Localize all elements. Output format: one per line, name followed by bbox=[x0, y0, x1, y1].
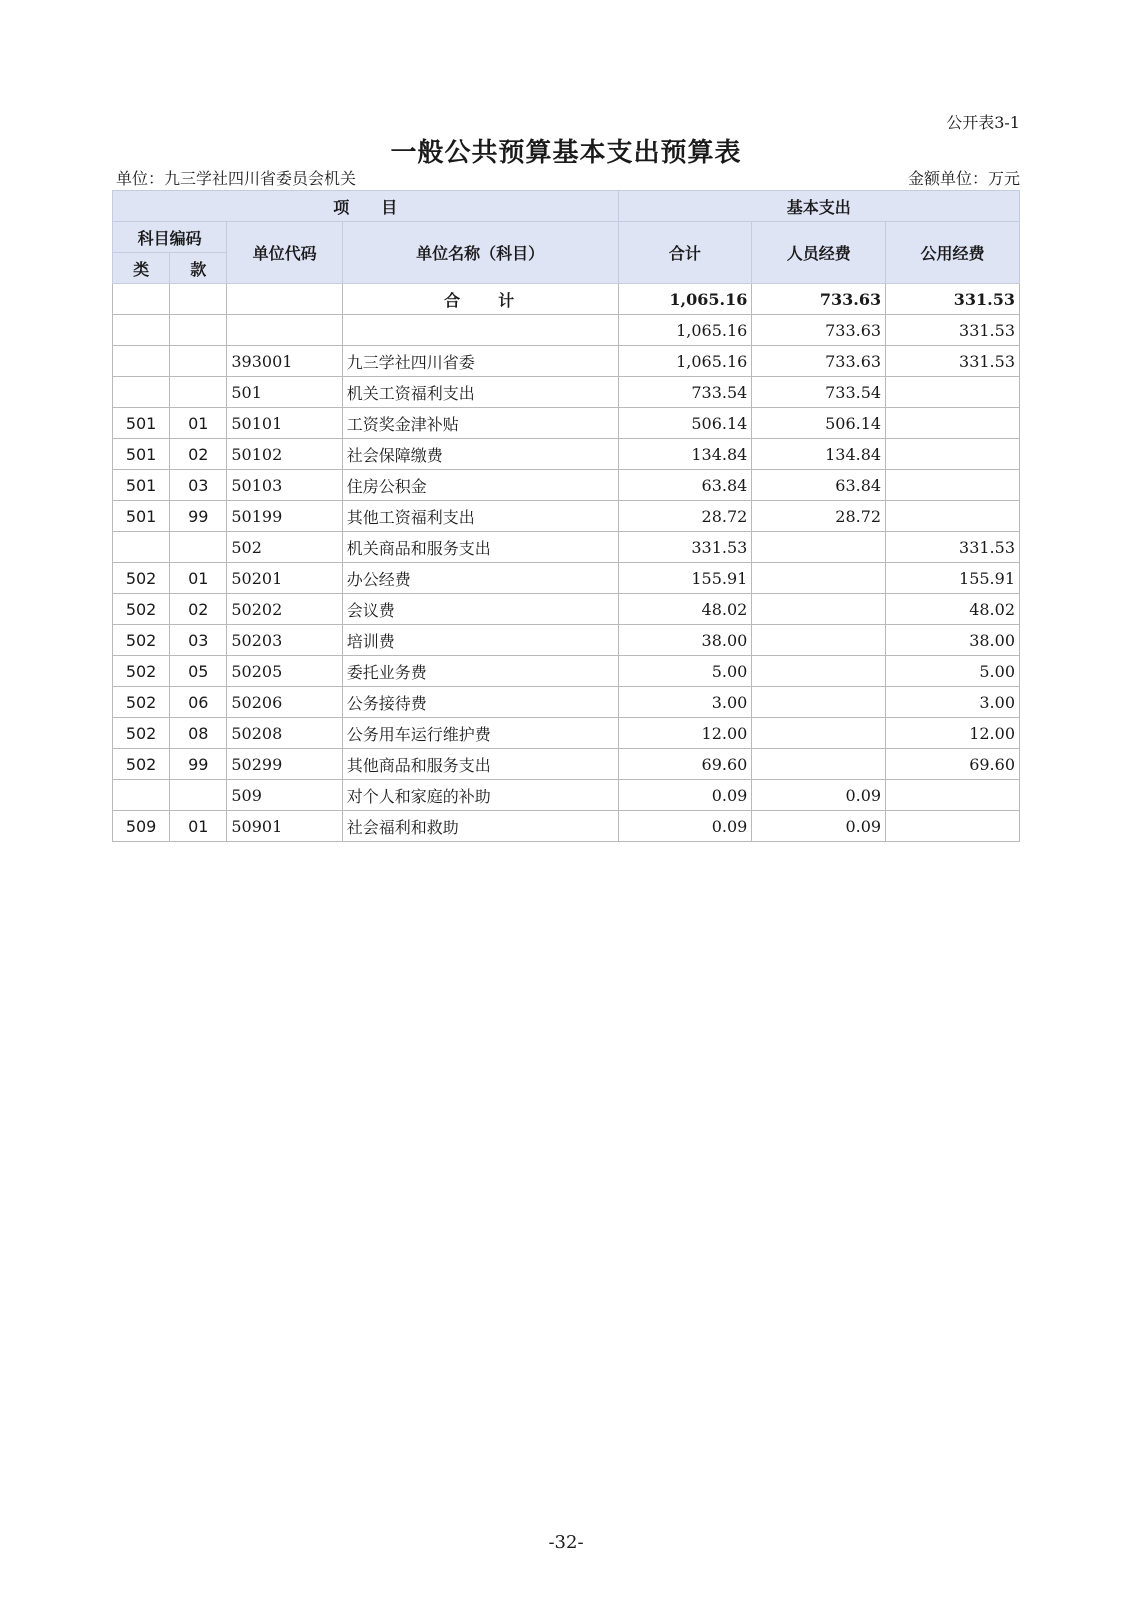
cell-total: 155.91 bbox=[618, 563, 752, 594]
cell-unit-name: 社会保障缴费 bbox=[342, 439, 618, 470]
header-unit-code: 单位代码 bbox=[227, 222, 342, 284]
cell-unit-name: 合 计 bbox=[342, 284, 618, 315]
header-section: 款 bbox=[170, 253, 227, 284]
cell-personnel: 733.54 bbox=[752, 377, 886, 408]
cell-public: 69.60 bbox=[886, 749, 1020, 780]
table-row bbox=[113, 718, 1020, 749]
cell-total: 1,065.16 bbox=[618, 346, 752, 377]
cell-personnel bbox=[752, 625, 886, 656]
cell-unit-code: 50205 bbox=[227, 656, 342, 687]
cell-unit-code: 50101 bbox=[227, 408, 342, 439]
cell-personnel bbox=[752, 532, 886, 563]
cell-unit-name: 九三学社四川省委 bbox=[342, 346, 618, 377]
cell-personnel: 28.72 bbox=[752, 501, 886, 532]
table-row bbox=[113, 594, 1020, 625]
cell-unit-name: 委托业务费 bbox=[342, 656, 618, 687]
cell-personnel: 733.63 bbox=[752, 284, 886, 315]
cell-public bbox=[886, 470, 1020, 501]
header-subject-code: 科目编码 bbox=[113, 222, 227, 253]
cell-section: 99 bbox=[170, 501, 227, 532]
cell-unit-code: 501 bbox=[227, 377, 342, 408]
cell-section bbox=[170, 780, 227, 811]
table-row bbox=[113, 687, 1020, 718]
cell-unit-name: 其他工资福利支出 bbox=[342, 501, 618, 532]
cell-category: 502 bbox=[113, 718, 170, 749]
cell-category bbox=[113, 780, 170, 811]
header-unit-name: 单位名称（科目） bbox=[342, 222, 618, 284]
cell-public bbox=[886, 780, 1020, 811]
table-row bbox=[113, 625, 1020, 656]
cell-total: 331.53 bbox=[618, 532, 752, 563]
cell-total: 69.60 bbox=[618, 749, 752, 780]
cell-unit-name: 办公经费 bbox=[342, 563, 618, 594]
unit-label: 单位：九三学社四川省委员会机关 bbox=[116, 169, 357, 188]
table-row bbox=[113, 315, 1020, 346]
cell-unit-code: 50201 bbox=[227, 563, 342, 594]
cell-unit-code: 50103 bbox=[227, 470, 342, 501]
cell-total: 5.00 bbox=[618, 656, 752, 687]
cell-personnel: 506.14 bbox=[752, 408, 886, 439]
table-row bbox=[113, 408, 1020, 439]
cell-unit-name: 工资奖金津补贴 bbox=[342, 408, 618, 439]
cell-unit-code: 50202 bbox=[227, 594, 342, 625]
header-public: 公用经费 bbox=[886, 222, 1020, 284]
table-row bbox=[113, 501, 1020, 532]
cell-personnel bbox=[752, 687, 886, 718]
cell-unit-code: 393001 bbox=[227, 346, 342, 377]
budget-table bbox=[112, 190, 1020, 842]
table-row bbox=[113, 532, 1020, 563]
cell-category bbox=[113, 532, 170, 563]
page-number: -32- bbox=[548, 1532, 584, 1553]
cell-public: 331.53 bbox=[886, 532, 1020, 563]
cell-section bbox=[170, 377, 227, 408]
cell-unit-code bbox=[227, 284, 342, 315]
header-personnel: 人员经费 bbox=[752, 222, 886, 284]
cell-section: 99 bbox=[170, 749, 227, 780]
cell-category: 501 bbox=[113, 501, 170, 532]
table-row bbox=[113, 811, 1020, 842]
cell-personnel: 0.09 bbox=[752, 780, 886, 811]
cell-public: 5.00 bbox=[886, 656, 1020, 687]
cell-total: 63.84 bbox=[618, 470, 752, 501]
cell-category: 501 bbox=[113, 470, 170, 501]
cell-section: 02 bbox=[170, 594, 227, 625]
table-row bbox=[113, 439, 1020, 470]
cell-section: 01 bbox=[170, 563, 227, 594]
cell-section bbox=[170, 315, 227, 346]
header-category: 类 bbox=[113, 253, 170, 284]
cell-personnel: 134.84 bbox=[752, 439, 886, 470]
header-basic-expense: 基本支出 bbox=[618, 191, 1019, 222]
cell-public: 155.91 bbox=[886, 563, 1020, 594]
cell-section bbox=[170, 532, 227, 563]
header-total: 合计 bbox=[618, 222, 752, 284]
cell-unit-code: 509 bbox=[227, 780, 342, 811]
cell-unit-name: 会议费 bbox=[342, 594, 618, 625]
cell-total: 38.00 bbox=[618, 625, 752, 656]
cell-category bbox=[113, 315, 170, 346]
cell-section: 01 bbox=[170, 811, 227, 842]
cell-section: 03 bbox=[170, 625, 227, 656]
cell-public: 12.00 bbox=[886, 718, 1020, 749]
cell-personnel bbox=[752, 594, 886, 625]
cell-unit-code: 50299 bbox=[227, 749, 342, 780]
table-row bbox=[113, 563, 1020, 594]
table-row bbox=[113, 749, 1020, 780]
amount-unit-label: 金额单位：万元 bbox=[907, 169, 1020, 188]
cell-unit-code: 50208 bbox=[227, 718, 342, 749]
cell-unit-code: 50199 bbox=[227, 501, 342, 532]
cell-personnel: 63.84 bbox=[752, 470, 886, 501]
table-row bbox=[113, 346, 1020, 377]
cell-unit-name: 机关商品和服务支出 bbox=[342, 532, 618, 563]
cell-category: 502 bbox=[113, 625, 170, 656]
cell-total: 134.84 bbox=[618, 439, 752, 470]
cell-category: 509 bbox=[113, 811, 170, 842]
cell-total: 0.09 bbox=[618, 780, 752, 811]
cell-total: 0.09 bbox=[618, 811, 752, 842]
cell-unit-name: 培训费 bbox=[342, 625, 618, 656]
cell-category bbox=[113, 346, 170, 377]
cell-category: 501 bbox=[113, 439, 170, 470]
cell-total: 12.00 bbox=[618, 718, 752, 749]
table-row bbox=[113, 377, 1020, 408]
cell-unit-name: 对个人和家庭的补助 bbox=[342, 780, 618, 811]
cell-category bbox=[113, 284, 170, 315]
cell-public: 331.53 bbox=[886, 315, 1020, 346]
cell-unit-code: 50203 bbox=[227, 625, 342, 656]
table-row bbox=[113, 656, 1020, 687]
cell-public bbox=[886, 439, 1020, 470]
cell-category: 502 bbox=[113, 749, 170, 780]
cell-personnel: 733.63 bbox=[752, 315, 886, 346]
cell-total: 48.02 bbox=[618, 594, 752, 625]
cell-section: 02 bbox=[170, 439, 227, 470]
cell-section bbox=[170, 346, 227, 377]
cell-unit-code: 502 bbox=[227, 532, 342, 563]
cell-category: 502 bbox=[113, 656, 170, 687]
cell-personnel: 0.09 bbox=[752, 811, 886, 842]
cell-unit-name: 社会福利和救助 bbox=[342, 811, 618, 842]
cell-public bbox=[886, 377, 1020, 408]
cell-personnel bbox=[752, 718, 886, 749]
cell-total: 3.00 bbox=[618, 687, 752, 718]
cell-unit-code: 50901 bbox=[227, 811, 342, 842]
cell-category: 502 bbox=[113, 687, 170, 718]
cell-personnel bbox=[752, 749, 886, 780]
cell-personnel: 733.63 bbox=[752, 346, 886, 377]
cell-category bbox=[113, 377, 170, 408]
cell-total: 506.14 bbox=[618, 408, 752, 439]
cell-public: 3.00 bbox=[886, 687, 1020, 718]
cell-section: 06 bbox=[170, 687, 227, 718]
cell-category: 502 bbox=[113, 594, 170, 625]
cell-public bbox=[886, 408, 1020, 439]
cell-total: 1,065.16 bbox=[618, 284, 752, 315]
table-row bbox=[113, 780, 1020, 811]
cell-public: 38.00 bbox=[886, 625, 1020, 656]
cell-section: 05 bbox=[170, 656, 227, 687]
cell-total: 733.54 bbox=[618, 377, 752, 408]
header-item: 项 目 bbox=[113, 191, 619, 222]
table-row bbox=[113, 470, 1020, 501]
cell-public bbox=[886, 501, 1020, 532]
cell-public: 48.02 bbox=[886, 594, 1020, 625]
cell-unit-code: 50206 bbox=[227, 687, 342, 718]
cell-public: 331.53 bbox=[886, 284, 1020, 315]
cell-section: 01 bbox=[170, 408, 227, 439]
cell-public: 331.53 bbox=[886, 346, 1020, 377]
cell-unit-code bbox=[227, 315, 342, 346]
cell-unit-name: 住房公积金 bbox=[342, 470, 618, 501]
table-header bbox=[113, 191, 1020, 284]
page-title: 一般公共预算基本支出预算表 bbox=[390, 138, 742, 168]
cell-section: 08 bbox=[170, 718, 227, 749]
cell-unit-name: 公务用车运行维护费 bbox=[342, 718, 618, 749]
cell-unit-name: 公务接待费 bbox=[342, 687, 618, 718]
form-code: 公开表3-1 bbox=[946, 113, 1020, 132]
table-row-total bbox=[113, 284, 1020, 315]
cell-total: 1,065.16 bbox=[618, 315, 752, 346]
cell-category: 502 bbox=[113, 563, 170, 594]
cell-unit-code: 50102 bbox=[227, 439, 342, 470]
cell-unit-name: 其他商品和服务支出 bbox=[342, 749, 618, 780]
cell-unit-name bbox=[342, 315, 618, 346]
cell-category: 501 bbox=[113, 408, 170, 439]
cell-section bbox=[170, 284, 227, 315]
cell-public bbox=[886, 811, 1020, 842]
cell-unit-name: 机关工资福利支出 bbox=[342, 377, 618, 408]
cell-personnel bbox=[752, 563, 886, 594]
cell-personnel bbox=[752, 656, 886, 687]
cell-section: 03 bbox=[170, 470, 227, 501]
cell-total: 28.72 bbox=[618, 501, 752, 532]
table-body bbox=[113, 284, 1020, 842]
